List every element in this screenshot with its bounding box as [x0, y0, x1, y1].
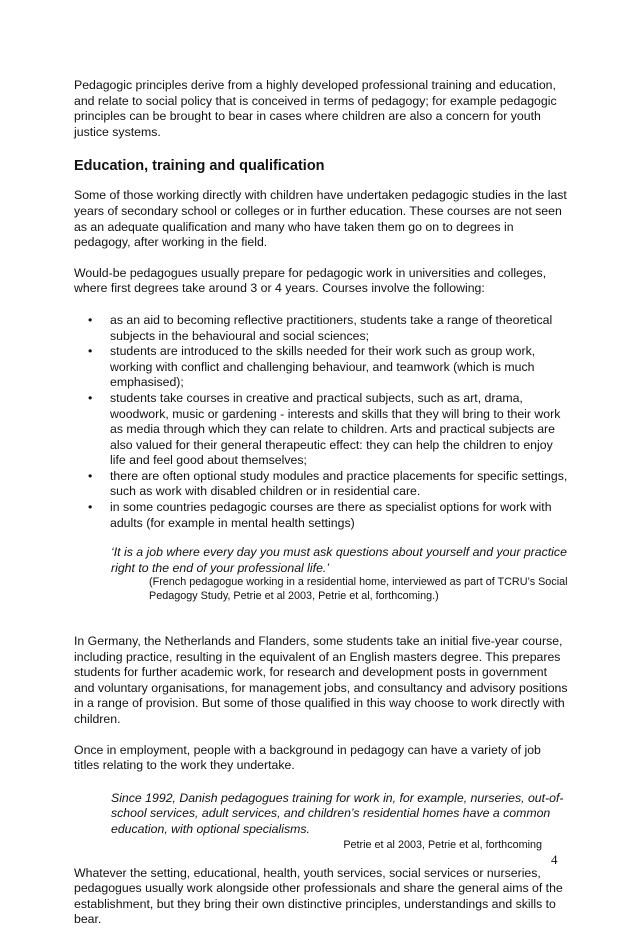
quote-1-citation: (French pedagogue working in a residential home, interviewed as part of TCRU’s Social Pedagogy Study, Petrie et al 2003, Petrie et al, forthcoming.) [149, 576, 568, 603]
paragraph-4: Once in employment, people with a background in pedagogy can have a variety of job titles relating to the work they undertake. [74, 742, 541, 773]
list-item [88, 390, 568, 469]
list-item-text: students take courses in creative and practical subjects, such as art, drama, woodwork, music or gardening - interests and skills that they will bring to their work as media through which they can relate to children. Arts and practical subjects are also valued for their general therapeutic effect: they can help the children to enjoy life and feel good about themselves; [110, 390, 561, 468]
section-heading: Education, training and qualification [74, 158, 325, 175]
course-bullet-list [74, 313, 568, 531]
list-item [88, 500, 568, 531]
list-item-text: as an aid to becoming reflective practitioners, students take a range of theoretical subjects in the behavioural and social sciences; [110, 312, 553, 343]
list-item-text: in some countries pedagogic courses are there as specialist options for work with adults (for example in mental health settings) [110, 500, 552, 530]
list-item [88, 468, 568, 500]
list-item-text: there are often optional study modules and practice placements for specific settings, such as work with disabled children or in residential care. [110, 468, 568, 499]
list-item [88, 344, 568, 391]
bullet-icon: • [88, 390, 93, 405]
quote-1: ‘It is a job where every day you must ask questions about yourself and your practice right to the end of your professional life.’ [111, 545, 567, 575]
page-number: 4 [551, 852, 558, 867]
bullet-icon: • [88, 344, 93, 359]
paragraph-1: Some of those working directly with children have undertaken pedagogic studies in the last years of secondary school or colleges or in further education. These courses are not seen as an adequate qualification and many who have taken them go on to degrees in pedagogy, after working in the field. [74, 188, 567, 250]
paragraph-5: Whatever the setting, educational, health, youth services, social services or nurseries, pedagogues usually work alongside other professionals and share the general aims of the establishment, but they bring their own distinctive principles, understandings and skills to bear. [74, 865, 563, 927]
paragraph-2: Would-be pedagogues usually prepare for pedagogic work in universities and colleges, where first degrees take around 3 or 4 years. Courses involve the following: [74, 265, 547, 296]
quote-2: Since 1992, Danish pedagogues training for work in, for example, nurseries, out-of-school services, adult services, and children’s residential homes have a common education, with optional specialisms. [111, 790, 564, 836]
paragraph-3: In Germany, the Netherlands and Flanders, some students take an initial five-year course, including practice, resulting in the equivalent of an English masters degree. This prepares students for further academic work, for research and development posts in government and voluntary organisations, for management jobs, and consultancy and advisory positions in a range of provision. But some of those qualified in this way choose to work directly with children. [74, 634, 568, 726]
quote-2-citation: Petrie et al 2003, Petrie et al, forthcoming [343, 838, 542, 851]
list-item-text: students are introduced to the skills needed for their work such as group work, working with conflict and challenging behaviour, and teamwork (which is much emphasised); [110, 344, 536, 390]
bullet-icon: • [88, 500, 93, 515]
list-item [88, 312, 568, 344]
intro-paragraph: Pedagogic principles derive from a highly developed professional training and education, and relate to social policy that is conceived in terms of pedagogy; for example pedagogic principles can be brought to bear in cases where children are also a concern for youth justice systems. [74, 78, 557, 139]
page-content [74, 78, 568, 928]
bullet-icon: • [88, 312, 93, 327]
bullet-icon: • [88, 468, 93, 483]
